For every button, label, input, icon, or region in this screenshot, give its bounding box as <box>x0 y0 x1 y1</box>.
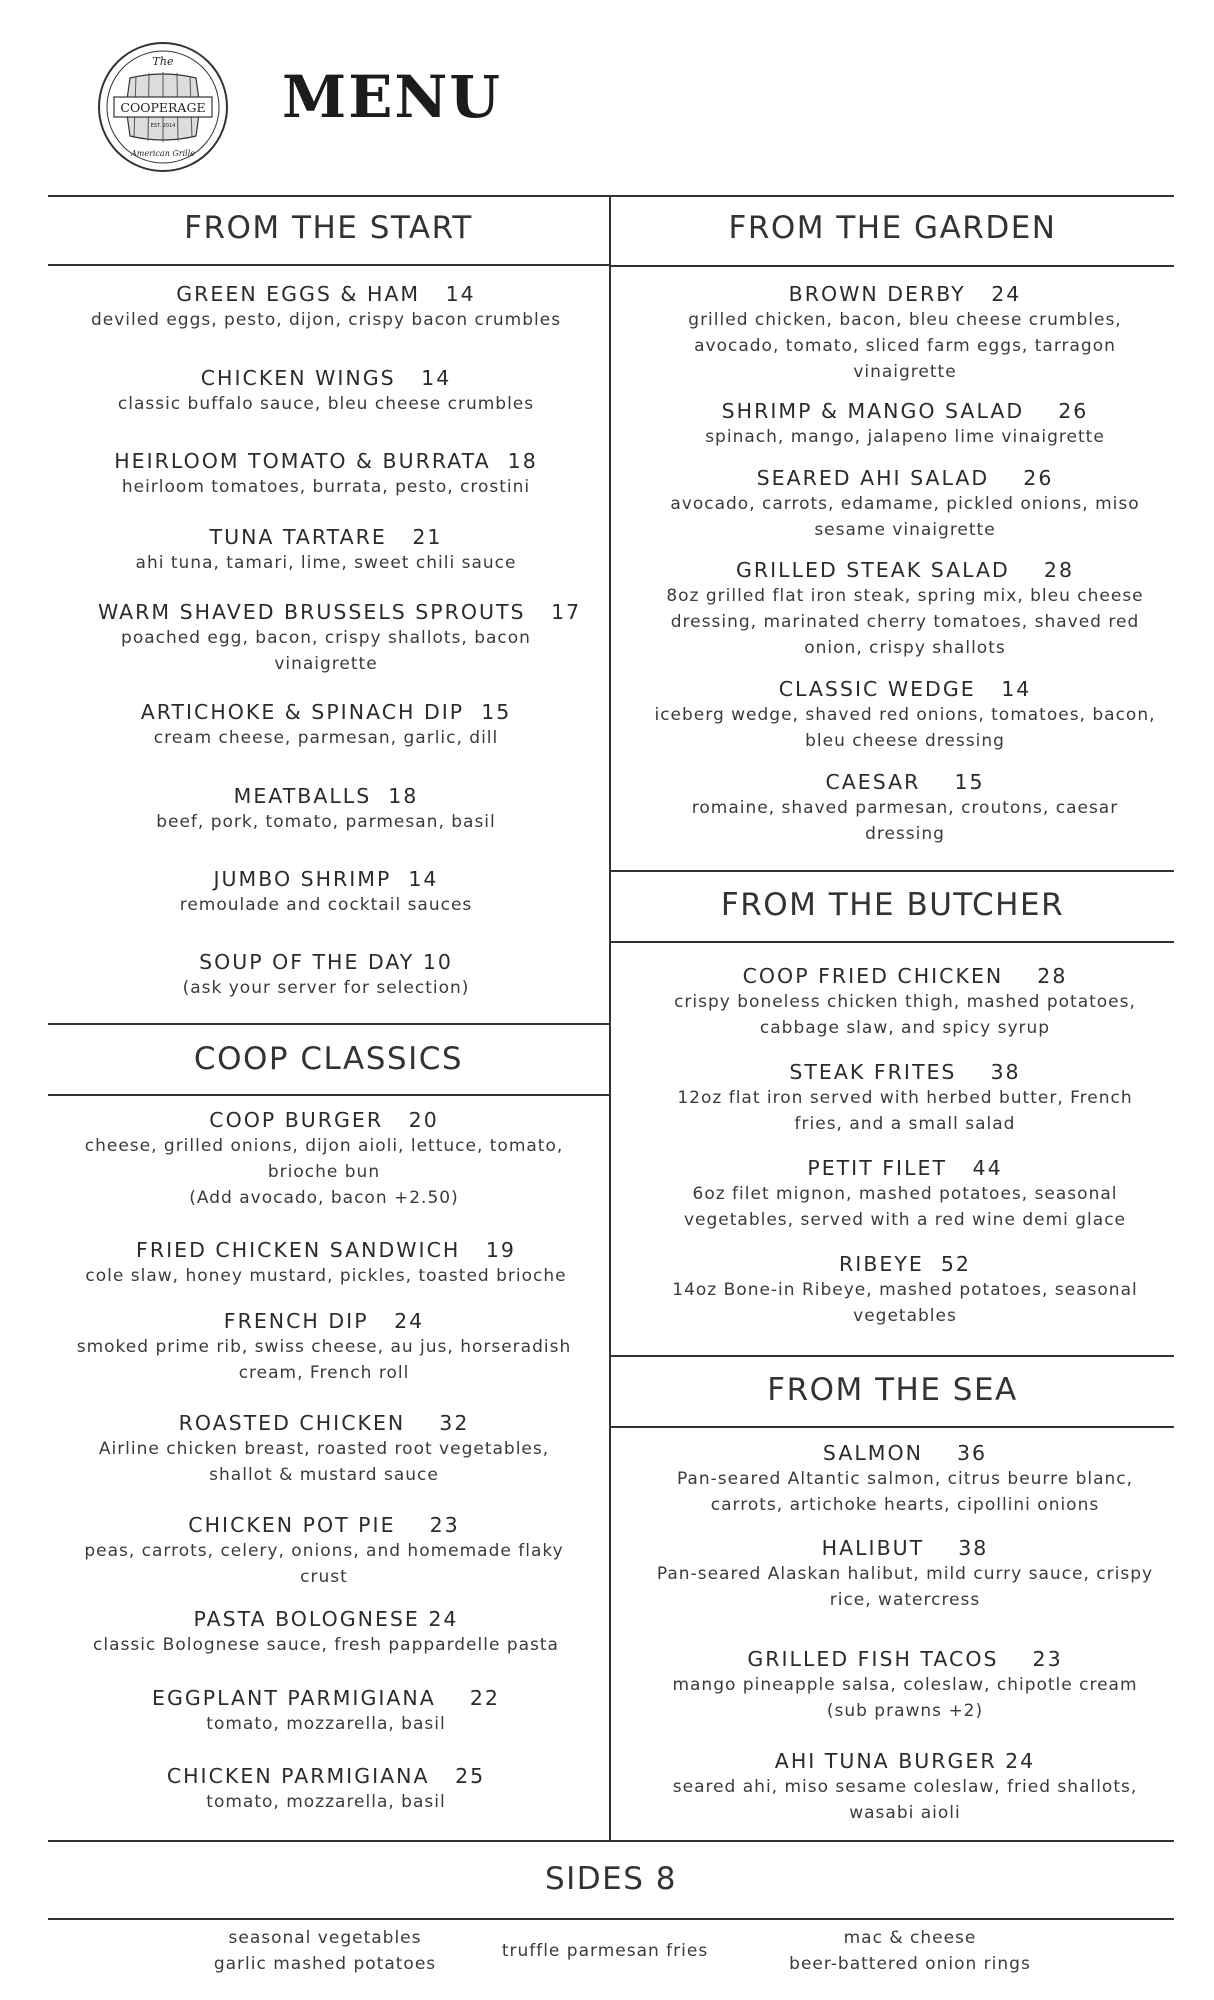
menu-item <box>662 1646 1148 1724</box>
item-name: WARM SHAVED BRUSSELS SPROUTS 17 <box>98 600 582 624</box>
section-title-butcher: FROM THE BUTCHER <box>720 887 1065 923</box>
sides-column-1 <box>180 1925 470 1977</box>
item-name: CAESAR 15 <box>825 770 985 794</box>
item-name: CHICKEN POT PIE 23 <box>188 1513 460 1537</box>
divider <box>48 1840 1174 1842</box>
item-desc: cream cheese, parmesan, garlic, dill <box>153 728 499 748</box>
item-name: CHICKEN PARMIGIANA 25 <box>166 1764 486 1788</box>
item-desc: avocado, carrots, edamame, pickled onions, miso sesame vinaigrette <box>670 494 1140 540</box>
item-desc: cole slaw, honey mustard, pickles, toasted brioche <box>85 1266 567 1286</box>
item-name: CLASSIC WEDGE 14 <box>778 677 1032 701</box>
side-item: truffle parmesan fries <box>501 1941 709 1961</box>
item-desc: smoked prime rib, swiss cheese, au jus, horseradish cream, French roll <box>76 1337 572 1383</box>
logo-text-bottom: American Grille <box>130 149 196 158</box>
item-name: HEIRLOOM TOMATO & BURRATA 18 <box>114 449 538 473</box>
logo-text-est: EST. 2014 <box>150 123 176 129</box>
menu-item <box>662 1059 1148 1137</box>
item-name: TUNA TARTARE 21 <box>209 525 443 549</box>
item-name: JUMBO SHRIMP 14 <box>213 867 439 891</box>
item-name: ROASTED CHICKEN 32 <box>178 1411 470 1435</box>
item-desc: iceberg wedge, shaved red onions, tomatoes, bacon, bleu cheese dressing <box>654 705 1156 751</box>
menu-item <box>52 281 600 333</box>
item-desc: 6oz filet mignon, mashed potatoes, seasonal vegetables, served with a red wine demi glace <box>683 1184 1126 1230</box>
menu-item <box>652 557 1158 661</box>
side-item: mac & cheese <box>843 1928 977 1948</box>
item-desc: cheese, grilled onions, dijon aioli, lettuce, tomato, brioche bun <box>84 1136 564 1182</box>
section-title-classics: COOP CLASSICS <box>193 1041 464 1077</box>
sides-column-2 <box>460 1938 750 1964</box>
menu-item <box>98 599 582 677</box>
menu-item <box>662 1155 1148 1233</box>
menu-item <box>52 1606 600 1658</box>
logo-text-main: COOPERAGE <box>120 100 206 115</box>
divider <box>48 1918 1174 1920</box>
menu-item <box>640 398 1170 450</box>
divider <box>609 265 1174 267</box>
item-desc: 8oz grilled flat iron steak, spring mix, bleu cheese dressing, marinated cherry tomatoes, shaved red onion, crispy shallots <box>666 586 1144 658</box>
menu-item <box>52 524 600 576</box>
item-name: SOUP OF THE DAY 10 <box>199 950 453 974</box>
menu-item <box>70 1107 578 1211</box>
menu-item <box>662 1251 1148 1329</box>
item-name: FRENCH DIP 24 <box>223 1309 425 1333</box>
item-desc: Pan-seared Altantic salmon, citrus beurre blanc, carrots, artichoke hearts, cipollini onions <box>676 1469 1134 1515</box>
item-name: BROWN DERBY 24 <box>788 282 1022 306</box>
item-desc: seared ahi, miso sesame coleslaw, fried shallots, wasabi aioli <box>672 1777 1138 1823</box>
side-item: beer-battered onion rings <box>789 1954 1031 1974</box>
menu-item <box>662 963 1148 1041</box>
menu-item <box>52 448 600 500</box>
item-name: GRILLED FISH TACOS 23 <box>747 1647 1063 1671</box>
divider <box>609 870 1174 872</box>
cooperage-logo <box>96 40 230 174</box>
menu-item <box>52 949 600 1001</box>
item-desc: spinach, mango, jalapeno lime vinaigrette <box>705 427 1105 447</box>
menu-item <box>640 1535 1170 1613</box>
item-desc: ahi tuna, tamari, lime, sweet chili sauce <box>135 553 517 573</box>
item-desc: 14oz Bone-in Ribeye, mashed potatoes, seasonal vegetables <box>672 1280 1138 1326</box>
item-name: HALIBUT 38 <box>821 1536 989 1560</box>
item-name: GREEN EGGS & HAM 14 <box>176 282 476 306</box>
item-name: STEAK FRITES 38 <box>789 1060 1021 1084</box>
menu-item <box>80 1410 568 1488</box>
menu-item <box>640 676 1170 754</box>
item-name: COOP BURGER 20 <box>209 1108 439 1132</box>
item-name: PASTA BOLOGNESE 24 <box>193 1607 459 1631</box>
divider <box>48 195 1174 197</box>
item-name: GRILLED STEAK SALAD 28 <box>735 558 1074 582</box>
divider <box>48 264 609 266</box>
divider <box>609 1355 1174 1357</box>
side-item: seasonal vegetables <box>228 1928 422 1948</box>
item-name: SEARED AHI SALAD 26 <box>756 466 1054 490</box>
item-desc: tomato, mozzarella, basil <box>206 1714 446 1734</box>
divider <box>609 1426 1174 1428</box>
menu-item <box>52 1763 600 1815</box>
item-desc: classic Bolognese sauce, fresh pappardelle pasta <box>93 1635 559 1655</box>
item-desc: crispy boneless chicken thigh, mashed potatoes, cabbage slaw, and spicy syrup <box>674 992 1136 1038</box>
menu-item <box>52 365 600 417</box>
item-desc: mango pineapple salsa, coleslaw, chipotle cream (sub prawns +2) <box>672 1675 1138 1721</box>
item-desc: deviled eggs, pesto, dijon, crispy bacon crumbles <box>90 310 562 330</box>
item-name: MEATBALLS 18 <box>233 784 419 808</box>
item-name: ARTICHOKE & SPINACH DIP 15 <box>140 700 512 724</box>
section-title-start: FROM THE START <box>184 210 473 246</box>
item-desc: Airline chicken breast, roasted root vegetables, shallot & mustard sauce <box>98 1439 550 1485</box>
item-desc: classic buffalo sauce, bleu cheese crumbles <box>117 394 535 414</box>
section-title-garden: FROM THE GARDEN <box>728 210 1057 246</box>
menu-item <box>70 1512 578 1590</box>
menu-item <box>52 699 600 751</box>
item-desc: peas, carrots, celery, onions, and homemade flaky crust <box>84 1541 564 1587</box>
item-desc: tomato, mozzarella, basil <box>206 1792 446 1812</box>
section-title-sides: SIDES 8 <box>544 1861 678 1897</box>
divider <box>609 941 1174 943</box>
item-name: RIBEYE 52 <box>839 1252 971 1276</box>
menu-item <box>652 465 1158 543</box>
menu-item <box>52 1685 600 1737</box>
item-name: SHRIMP & MANGO SALAD 26 <box>721 399 1089 423</box>
column-divider <box>609 195 611 1840</box>
item-desc: Pan-seared Alaskan halibut, mild curry sauce, crispy rice, watercress <box>656 1564 1154 1610</box>
menu-item <box>52 866 600 918</box>
item-desc: poached egg, bacon, crispy shallots, bacon vinaigrette <box>121 628 531 674</box>
menu-item <box>60 1308 588 1386</box>
section-title-sea: FROM THE SEA <box>767 1372 1018 1408</box>
item-name: AHI TUNA BURGER 24 <box>774 1749 1036 1773</box>
item-desc: heirloom tomatoes, burrata, pesto, crostini <box>121 477 531 497</box>
item-desc: 12oz flat iron served with herbed butter, French fries, and a small salad <box>677 1088 1133 1134</box>
item-name: COOP FRIED CHICKEN 28 <box>742 964 1068 988</box>
item-desc: (ask your server for selection) <box>182 978 470 998</box>
side-item: garlic mashed potatoes <box>213 1954 437 1974</box>
menu-item <box>52 1237 600 1289</box>
item-name: CHICKEN WINGS 14 <box>200 366 452 390</box>
menu-item <box>662 281 1148 385</box>
sides-column-3 <box>760 1925 1060 1977</box>
menu-item <box>52 783 600 835</box>
item-name: FRIED CHICKEN SANDWICH 19 <box>136 1238 516 1262</box>
item-desc: remoulade and cocktail sauces <box>179 895 473 915</box>
menu-item <box>662 1748 1148 1826</box>
menu-item <box>670 769 1140 847</box>
menu-item <box>662 1440 1148 1518</box>
item-note: (Add avocado, bacon +2.50) <box>189 1188 459 1208</box>
item-desc: beef, pork, tomato, parmesan, basil <box>156 812 496 832</box>
divider <box>48 1094 609 1096</box>
page-title: MENU <box>282 63 503 131</box>
item-desc: romaine, shaved parmesan, croutons, caesar dressing <box>691 798 1119 844</box>
item-name: EGGPLANT PARMIGIANA 22 <box>152 1686 500 1710</box>
item-desc: grilled chicken, bacon, bleu cheese crumbles, avocado, tomato, sliced farm eggs, tarragon vinaigrette <box>688 310 1122 382</box>
item-name: SALMON 36 <box>822 1441 988 1465</box>
divider <box>48 1023 609 1025</box>
item-name: PETIT FILET 44 <box>807 1156 1003 1180</box>
logo-text-top: The <box>152 55 174 68</box>
